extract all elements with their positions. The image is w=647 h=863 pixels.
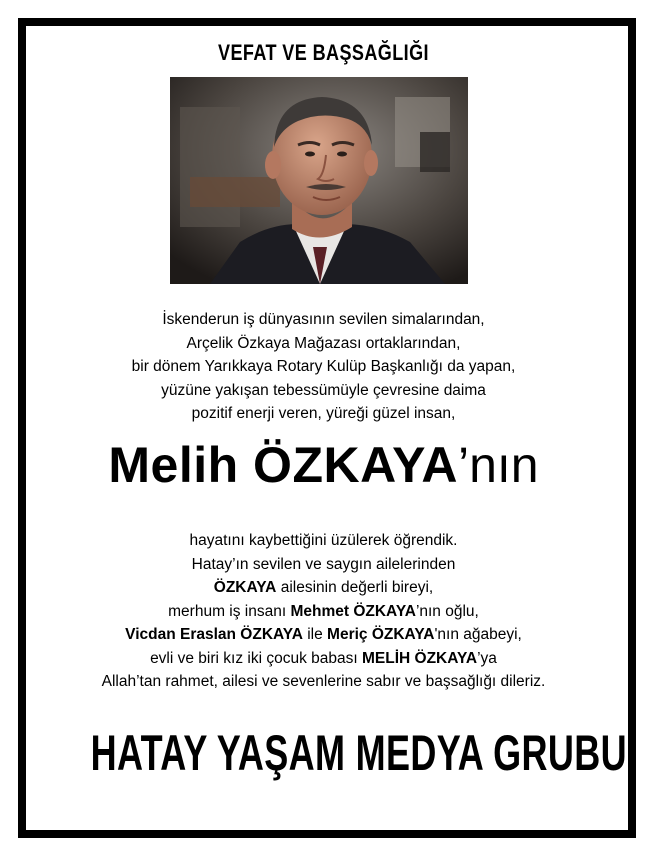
body-text-span: ’nın oğlu,: [415, 602, 479, 620]
notice-heading: VEFAT VE BAŞSAĞLIĞI: [218, 40, 429, 65]
body-line: [0, 600, 647, 624]
intro-line: Arçelik Özkaya Mağazası ortaklarından,: [186, 334, 461, 352]
intro-line: bir dönem Yarıkkaya Rotary Kulüp Başkanlığı da yapan,: [131, 358, 516, 375]
intro-line: pozitif enerji veren, yüreği güzel insan,: [191, 405, 456, 422]
portrait-photo: [170, 77, 468, 284]
body-text-span: merhum iş insanı: [168, 602, 291, 620]
intro-line: yüzüne yakışan tebessümüyle çevresine daima: [161, 381, 486, 399]
body-text-span: ’ya: [477, 649, 497, 667]
family-name: ÖZKAYA: [213, 579, 277, 596]
deceased-name: Melih ÖZKAYA: [108, 437, 458, 493]
sibling-name-2: Meriç ÖZKAYA: [327, 626, 435, 643]
body-paragraph: [0, 529, 647, 694]
publisher-name: HATAY YAŞAM MEDYA GRUBU: [90, 725, 627, 781]
body-line: Hatay’ın sevilen ve saygın ailelerinden: [191, 555, 456, 573]
body-line: Allah’tan rahmet, ailesi ve sevenlerine sabır ve başsağlığı dileriz.: [101, 673, 546, 690]
intro-line: İskenderun iş dünyasının sevilen simalarından,: [162, 311, 485, 328]
father-name: Mehmet ÖZKAYA: [290, 602, 416, 620]
body-text-span: ile: [302, 626, 328, 643]
body-line: hayatını kaybettiğini üzülerek öğrendik.: [189, 532, 458, 549]
body-line: [0, 576, 647, 600]
deceased-name-line: [0, 436, 647, 494]
body-line: [0, 623, 647, 647]
body-text-span: evli ve biri kız iki çocuk babası: [150, 649, 362, 667]
deceased-name-bold: MELİH ÖZKAYA: [361, 649, 478, 667]
body-text-span: ailesinin değerli bireyi,: [276, 579, 434, 596]
sibling-name-1: Vicdan Eraslan ÖZKAYA: [125, 626, 303, 643]
name-suffix: ’nın: [457, 437, 539, 493]
portrait-illustration: [170, 77, 468, 284]
body-line: [0, 647, 647, 671]
intro-paragraph: [0, 308, 647, 426]
body-text-span: 'nın ağabeyi,: [434, 626, 522, 643]
